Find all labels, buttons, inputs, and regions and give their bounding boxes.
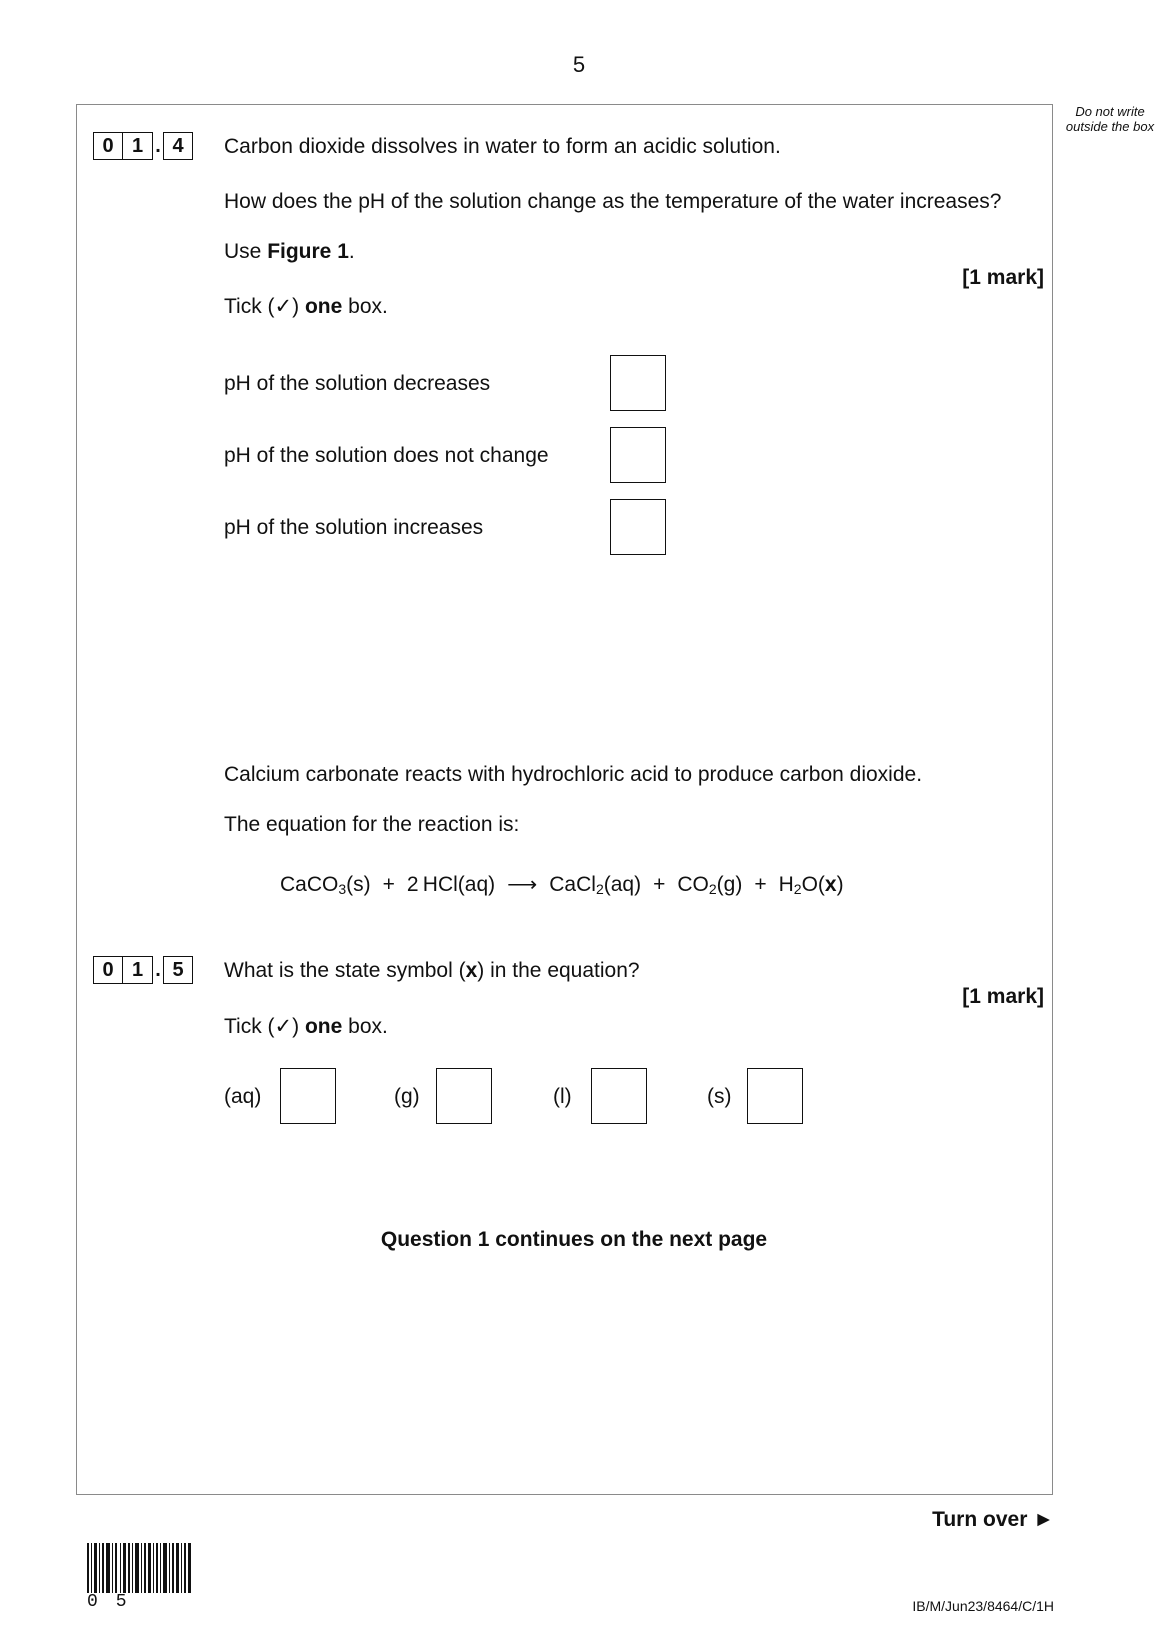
tick-box-aq[interactable] (280, 1068, 336, 1124)
eq-co2-sub: 2 (708, 881, 717, 897)
tick-one: one (304, 1015, 343, 1038)
use-suffix: . (348, 240, 355, 263)
answer-frame (76, 104, 1053, 1495)
question-digit: 5 (163, 956, 193, 984)
option-label-s: (s) (707, 1085, 732, 1108)
eq-cacl2: CaCl (549, 873, 596, 896)
tick-box-decreases[interactable] (610, 355, 666, 411)
reaction-intro: Calcium carbonate reacts with hydrochloric acid to produce carbon dioxide. (224, 763, 923, 786)
question-number-01-4 (93, 132, 193, 160)
option-label-decreases: pH of the solution decreases (224, 372, 491, 395)
q015-question-prefix: What is the state symbol ( (224, 959, 466, 982)
use-prefix: Use (224, 240, 268, 263)
tick-prefix: Tick (✓) (224, 1015, 305, 1038)
tick-box-increases[interactable] (610, 499, 666, 555)
question-dot: . (155, 135, 161, 157)
q015-tick-instruction (224, 1014, 388, 1039)
equation-label: The equation for the reaction is: (224, 813, 520, 836)
page-number: 5 (572, 52, 586, 77)
eq-plus: + (754, 873, 767, 896)
q015-marks: [1 mark] (962, 985, 1044, 1008)
tick-box-s[interactable] (747, 1068, 803, 1124)
q014-marks: [1 mark] (962, 266, 1044, 289)
eq-hcl: 2 HCl(aq) (406, 873, 496, 896)
option-label-aq: (aq) (224, 1085, 262, 1108)
tick-suffix: box. (342, 295, 388, 318)
q015-question (224, 959, 640, 983)
q014-intro: Carbon dioxide dissolves in water to form an acidic solution. (224, 135, 781, 158)
q014-tick-instruction (224, 294, 388, 319)
tick-box-no-change[interactable] (610, 427, 666, 483)
question-digit: 1 (123, 132, 153, 160)
option-label-l: (l) (553, 1085, 572, 1108)
eq-co2-state: (g) (716, 873, 743, 896)
q015-question-x: x (465, 959, 478, 982)
eq-h2o-sub: 2 (793, 881, 802, 897)
eq-cacl2-sub: 2 (595, 881, 604, 897)
question-digit: 1 (123, 956, 153, 984)
question-number-01-5 (93, 956, 193, 984)
margin-note: Do not write outside the box (1065, 104, 1155, 134)
eq-cacl2-state: (aq) (603, 873, 642, 896)
barcode-number: 05 (87, 1592, 145, 1612)
eq-caco3-state: (s) (346, 873, 371, 896)
eq-co2: CO (677, 873, 709, 896)
eq-plus: + (382, 873, 395, 896)
barcode-icon (87, 1543, 191, 1593)
eq-close: ) (836, 873, 844, 896)
question-dot: . (155, 959, 161, 981)
option-label-increases: pH of the solution increases (224, 516, 484, 539)
turn-over: Turn over ► (932, 1508, 1054, 1531)
eq-caco3-sub: 3 (338, 881, 347, 897)
tick-prefix: Tick (✓) (224, 295, 305, 318)
tick-box-g[interactable] (436, 1068, 492, 1124)
eq-plus: + (653, 873, 666, 896)
tick-suffix: box. (342, 1015, 388, 1038)
eq-state-x: x (824, 873, 837, 896)
q015-question-suffix: ) in the equation? (477, 959, 640, 982)
question-digit: 0 (93, 956, 123, 984)
eq-caco3: CaCO (280, 873, 339, 896)
question-digit: 4 (163, 132, 193, 160)
q014-use-figure (224, 240, 355, 264)
tick-one: one (304, 295, 343, 318)
eq-arrow: ⟶ (507, 873, 538, 896)
option-label-g: (g) (394, 1085, 420, 1108)
question-digit: 0 (93, 132, 123, 160)
eq-h2o-o: O( (801, 873, 825, 896)
option-label-no-change: pH of the solution does not change (224, 444, 549, 467)
figure-reference: Figure 1 (267, 240, 349, 263)
footer-code: IB/M/Jun23/8464/C/1H (912, 1598, 1054, 1614)
q014-question: How does the pH of the solution change as the temperature of the water increases? (224, 190, 1002, 213)
continues-note: Question 1 continues on the next page (380, 1228, 768, 1251)
tick-box-l[interactable] (591, 1068, 647, 1124)
eq-h2o-h: H (778, 873, 794, 896)
chemical-equation (280, 872, 844, 897)
